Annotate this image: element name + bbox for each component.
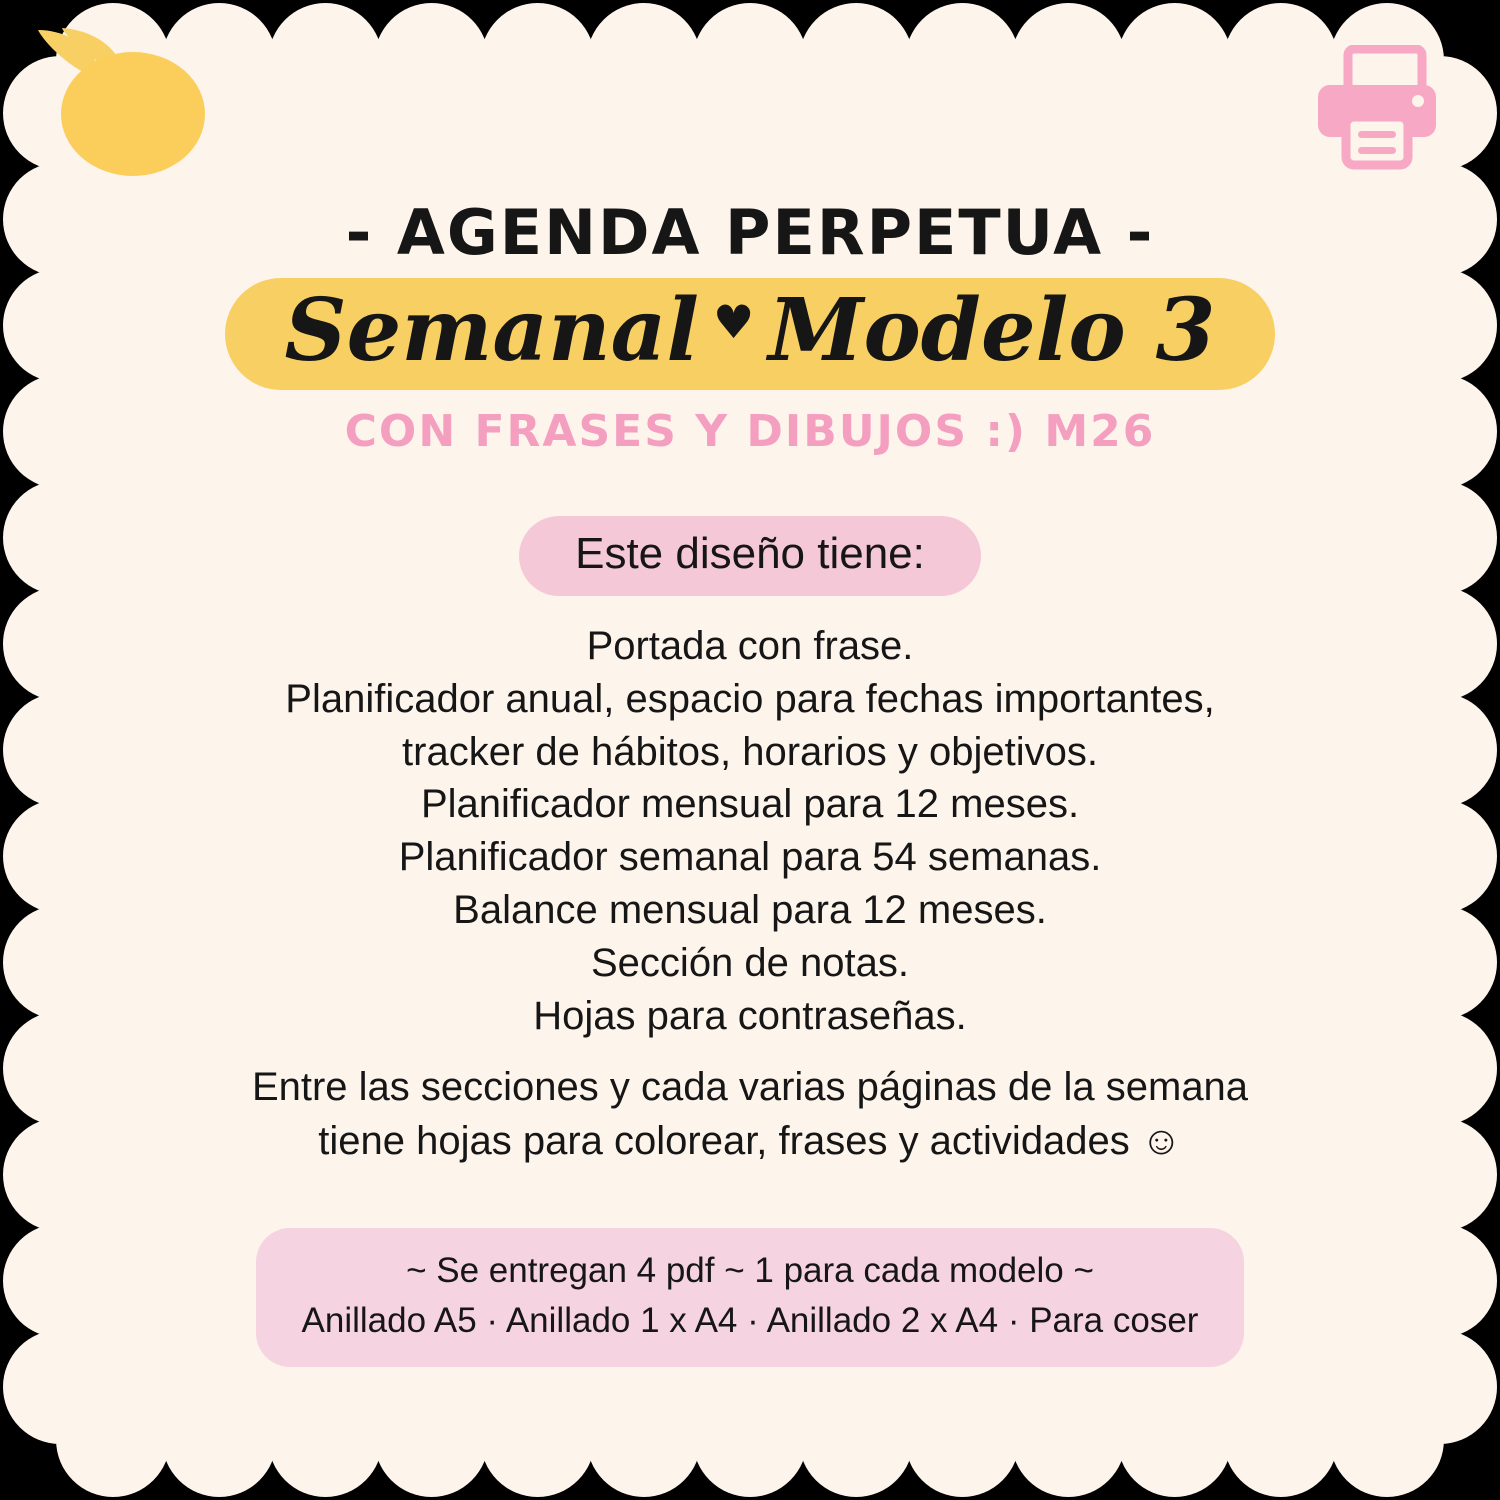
list-item: Planificador anual, espacio para fechas importantes, [285, 676, 1215, 721]
script-title-left: Semanal [284, 280, 699, 381]
list-item: Hojas para contraseñas. [533, 993, 967, 1038]
script-title-row [0, 278, 1500, 390]
heart-icon: ♥ [713, 295, 755, 349]
list-item: Balance mensual para 12 meses. [453, 887, 1047, 932]
footer-line: ~ Se entregan 4 pdf ~ 1 para cada modelo ~ [406, 1251, 1094, 1290]
page-subtitle: CON FRASES Y DIBUJOS :) M26 [344, 406, 1156, 457]
list-item: Sección de notas. [591, 940, 909, 985]
footer-note [256, 1228, 1245, 1367]
printer-icon [1310, 45, 1445, 170]
note-line: Entre las secciones y cada varias páginas de la semana [251, 1065, 1249, 1109]
lemon-icon [28, 28, 218, 188]
note-line: tiene hojas para colorear, frases y actividades ☺ [318, 1119, 1182, 1163]
footer-line: Anillado A5 · Anillado 1 x A4 · Anillado 2 x A4 · Para coser [301, 1300, 1199, 1340]
footer-row [0, 1228, 1500, 1367]
list-item: Planificador mensual para 12 meses. [420, 782, 1080, 827]
feature-list [70, 620, 1430, 1042]
list-item: Planificador semanal para 54 semanas. [398, 835, 1102, 880]
note-text [90, 1060, 1410, 1168]
page-title: - AGENDA PERPETUA - [345, 196, 1155, 269]
script-highlight [225, 278, 1276, 390]
status-badge: Este diseño tiene: [519, 516, 981, 596]
list-item: tracker de hábitos, horarios y objetivos. [402, 729, 1098, 774]
script-title-right: Modelo 3 [768, 280, 1216, 381]
list-item: Portada con frase. [586, 624, 914, 668]
section-badge-row [0, 516, 1500, 596]
